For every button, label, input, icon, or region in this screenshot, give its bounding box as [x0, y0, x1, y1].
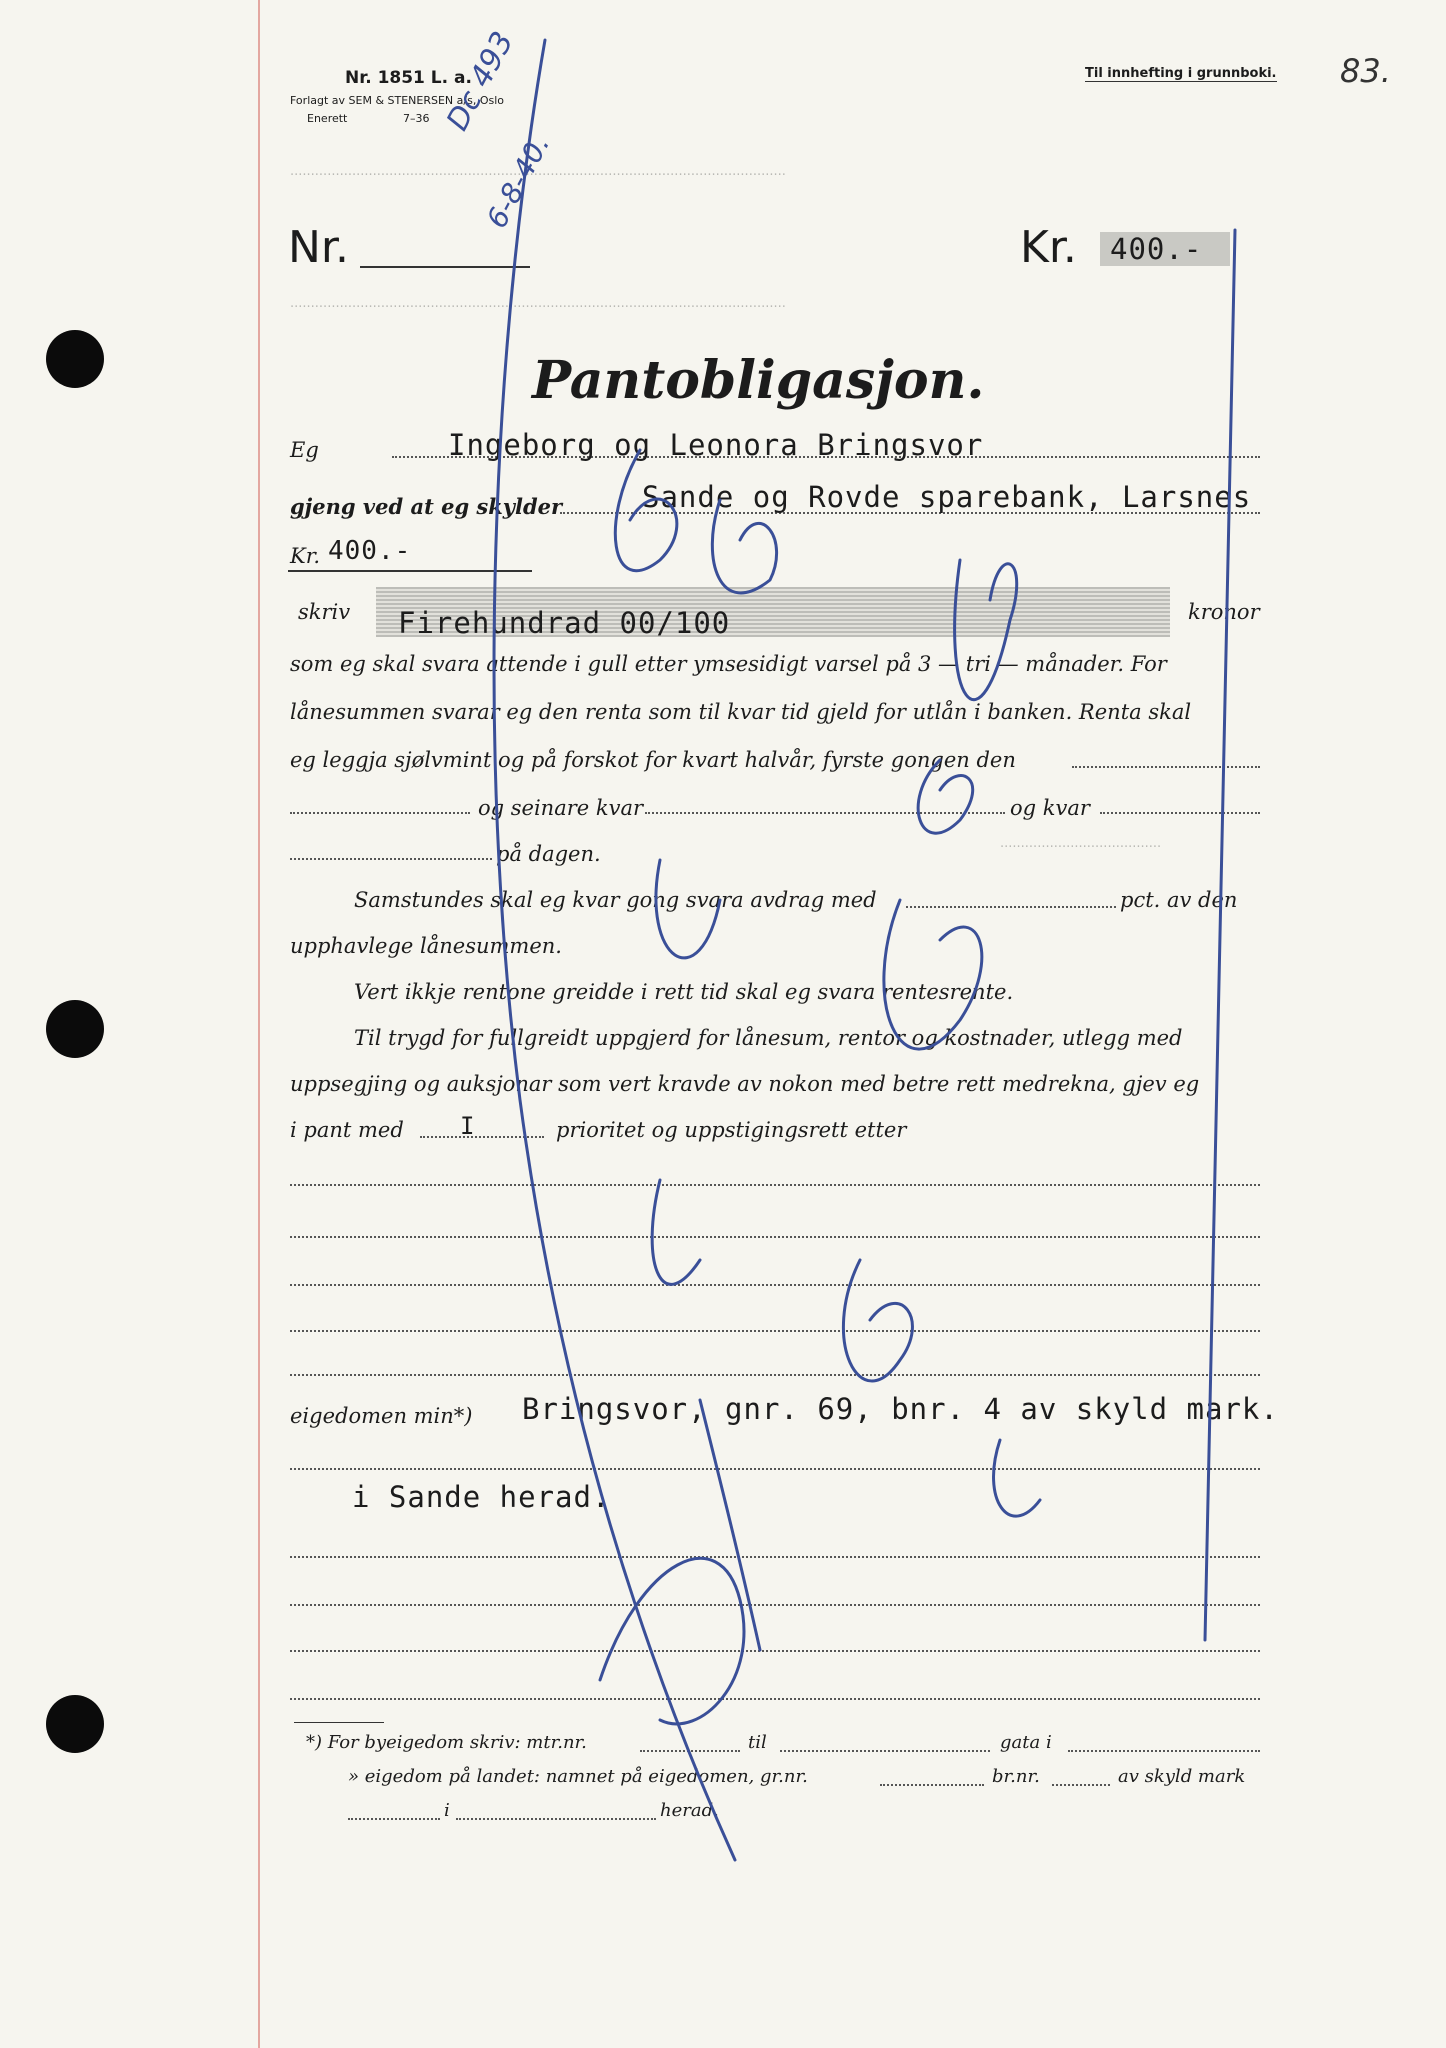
blank-line: [290, 1468, 1260, 1470]
text-line: Samstundes skal eg kvar gong svara avdrag med: [354, 888, 877, 912]
footnote-line: [1052, 1784, 1110, 1786]
rights: Enerett: [307, 112, 348, 125]
margin-line: [258, 0, 260, 2048]
date-line: [645, 812, 1005, 814]
kr-label-2: Kr.: [290, 544, 321, 568]
date-line: [1100, 812, 1260, 814]
ink-stroke: [652, 1180, 700, 1284]
footnote-line: [640, 1750, 740, 1752]
date-line: [290, 812, 470, 814]
footnote-text: herad.: [660, 1800, 719, 1821]
punch-hole: [46, 1000, 104, 1058]
creditor: Sande og Rovde sparebank, Larsnes: [642, 480, 1252, 514]
amount-words: Firehundrad 00/100: [398, 606, 731, 640]
priority-line: [420, 1136, 544, 1138]
blank-line: [290, 1374, 1260, 1376]
footnote-line: [348, 1818, 440, 1820]
date-line: [290, 858, 492, 860]
blank-line: [290, 1184, 1260, 1186]
ink-stroke: [1205, 230, 1235, 1640]
blank-line: [290, 1650, 1260, 1652]
text-line: pct. av den: [1120, 888, 1238, 912]
text-line: på dagen.: [496, 842, 601, 866]
eg-label: Eg: [290, 438, 319, 462]
text-line: som eg skal svara attende i gull etter ymsesidigt varsel på 3 — tri — månader. For: [290, 652, 1167, 676]
amount-2: 400.-: [328, 536, 412, 566]
footnote-text: gata i: [1000, 1732, 1052, 1753]
ink-stroke: [994, 1440, 1040, 1516]
publisher: Forlagt av SEM & STENERSEN a/s, Oslo: [290, 94, 504, 107]
eigedom-label: eigedomen min*): [290, 1404, 473, 1428]
text-line: Til trygd for fullgreidt uppgjerd for lånesum, rentor og kostnader, utlegg med: [354, 1026, 1183, 1050]
text-line: prioritet og uppstigingsrett etter: [556, 1118, 907, 1142]
blank-line: [290, 1284, 1260, 1286]
blank-line: [290, 1330, 1260, 1332]
document-title: Pantobligasjon.: [532, 350, 985, 411]
document-page: ························································································································ ························································································································ ······································· Nr. 1851 L. a. Forlagt av SEM & STENERSEN a/s, Oslo Enerett 7–36 Til innhefting i grunnboki. 83. Dc 493 6-8-40. Nr. Kr. 400.- Pantobligasjon. Eg Ingeborg og Leonora Bringsvor gjeng ved at eg skylder Sande og Rovde sparebank, Larsnes Kr. 400.- skriv Firehundrad 00/100 kronor som eg skal svara attende i gull etter ymsesidigt varsel på 3 — tri — månader. For lånesummen svarar eg den renta som til kvar tid gjeld for utlån i banken. Renta skal eg leggja sjølvmint og på forskot for kvart halvår, fyrste gongen den og seinare kvar og kvar på dagen. Samstundes skal eg kvar gong svara avdrag med pct. av den upphavlege lånesummen. Vert ikkje rentone greidde i rett tid skal eg svara rentesrente. Til trygd for fullgreidt uppgjerd for lånesum, rentor og kostnader, utlegg med uppsegjing og auksjonar som vert kravde av nokon med betre rett medrekna, gjev eg i pant med I prioritet og uppstigingsrett etter eigedomen min*) Bringsvor, gnr. 69, bnr. 4 av skyld mark. i Sande herad. *) For byeigedom skriv: mtr.nr. til gata i » eigedom på landet: namnet på eigedomen, gr.nr. br.nr. av skyld mark i herad.: [0, 0, 1446, 2048]
blank-line: [290, 1698, 1260, 1700]
kr-label: Kr.: [1020, 222, 1077, 273]
footnote-line: [1068, 1750, 1260, 1752]
footnote-text: av skyld mark: [1118, 1766, 1246, 1787]
borrower-names: Ingeborg og Leonora Bringsvor: [448, 428, 984, 462]
footnote-text: br.nr.: [992, 1766, 1040, 1787]
corner-note: Til innhefting i grunnboki.: [1085, 66, 1277, 81]
skriv-label: skriv: [298, 600, 351, 624]
blank-line: [290, 1236, 1260, 1238]
blank-line: [290, 1604, 1260, 1606]
gjeng-label: gjeng ved at eg skylder: [290, 494, 563, 519]
text-line: og seinare kvar: [478, 796, 644, 820]
text-line: uppsegjing og auksjonar som vert kravde av nokon med betre rett medrekna, gjev eg: [290, 1072, 1200, 1096]
nr-label: Nr.: [288, 222, 349, 273]
footnote-line: [456, 1818, 656, 1820]
form-number: Nr. 1851 L. a.: [345, 68, 472, 88]
footnote-text: *) For byeigedom skriv: mtr.nr.: [306, 1732, 587, 1753]
page-number: 83.: [1340, 52, 1391, 90]
footnote-line: [780, 1750, 990, 1752]
property-description: Bringsvor, gnr. 69, bnr. 4 av skyld mark.: [522, 1392, 1279, 1426]
kronor-label: kronor: [1188, 600, 1260, 624]
footnote-text: i: [444, 1800, 450, 1821]
herad-text: i Sande herad.: [352, 1480, 611, 1514]
ink-stroke: [700, 1400, 760, 1650]
nr-line: [360, 266, 530, 268]
text-line: upphavlege lånesummen.: [290, 934, 562, 958]
date-line: [1072, 766, 1260, 768]
punch-hole: [46, 1695, 104, 1753]
edition: 7–36: [403, 112, 430, 125]
punch-hole: [46, 330, 104, 388]
registration-number: Dc 493: [440, 26, 521, 137]
text-line: Vert ikkje rentone greidde i rett tid skal eg svara rentesrente.: [354, 980, 1014, 1004]
footnote-text: til: [748, 1732, 767, 1753]
pct-line: [906, 906, 1116, 908]
text-line: i pant med: [290, 1118, 404, 1142]
amount-line: [288, 570, 532, 572]
kr-amount: 400.-: [1100, 232, 1230, 266]
footnote-line: [880, 1784, 984, 1786]
registration-date: 6-8-40.: [480, 129, 557, 234]
footnote-text: » eigedom på landet: namnet på eigedomen, gr.nr.: [348, 1766, 808, 1787]
blank-line: [290, 1556, 1260, 1558]
text-line: og kvar: [1010, 796, 1090, 820]
text-line: eg leggja sjølvmint og på forskot for kvart halvår, fyrste gongen den: [290, 748, 1016, 772]
ink-stroke: [843, 1260, 912, 1381]
text-line: lånesummen svarar eg den renta som til kvar tid gjeld for utlån i banken. Renta skal: [290, 700, 1192, 724]
footnote-rule: [294, 1722, 384, 1723]
priority-value: I: [460, 1112, 476, 1140]
